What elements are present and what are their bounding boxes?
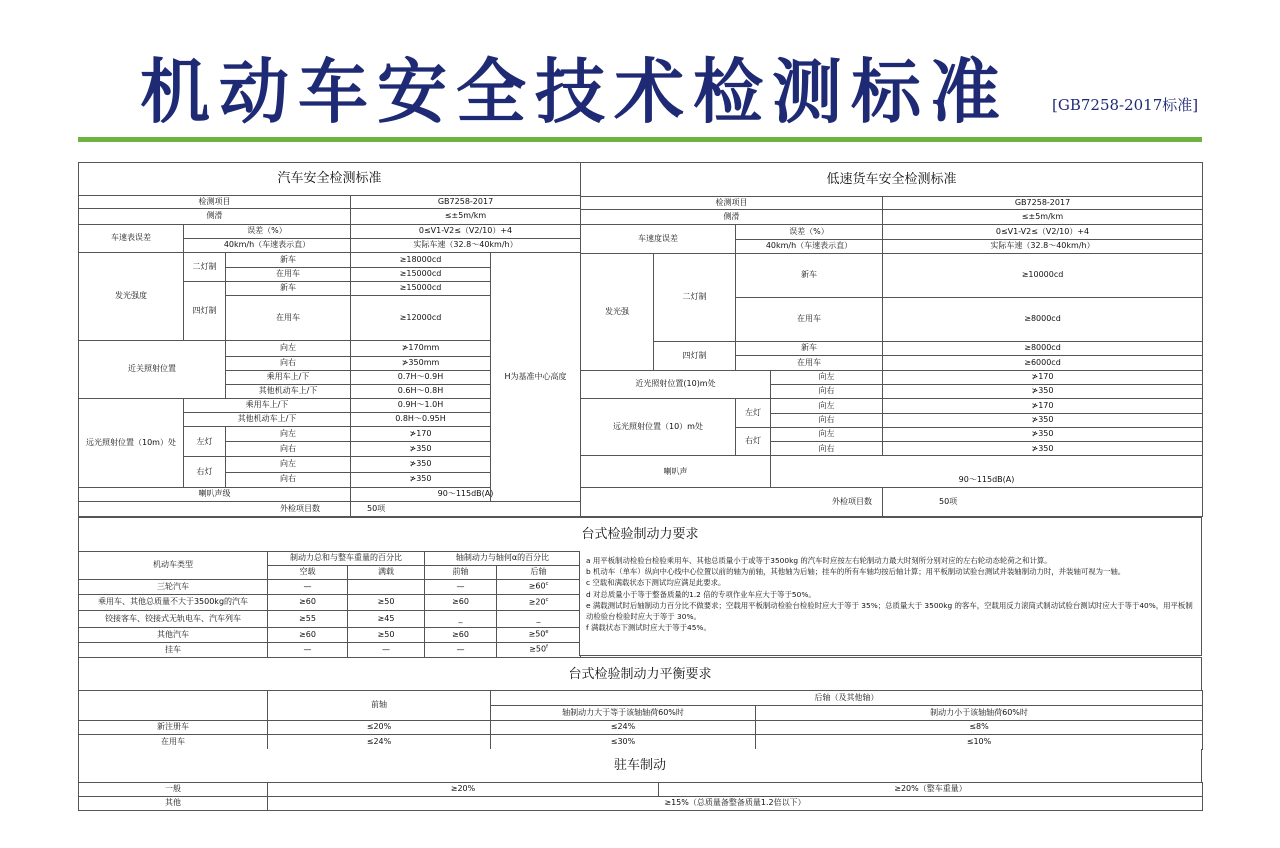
brake-cell: ≥60 [425,628,497,643]
brake-section [78,517,1202,552]
car-low-passenger-label: 乘用车上/下 [226,370,351,384]
ls-high-label: 远光照射位置（10）m处 [581,399,736,456]
car-speed-shown: 40km/h（车速表示直） [184,238,351,252]
ls-horn-value: 90～115dB(A) [771,456,1203,488]
brake-cell: ≥60 [425,595,497,611]
brake-cell: ≥55 [268,611,348,628]
car-two-lamp: 二灯制 [184,252,226,281]
car-hr-left: ≯350 [351,457,491,472]
balance-cell: ≤8% [756,721,1203,735]
car-two-used-label: 在用车 [226,267,351,281]
balance-title: 台式检验制动力平衡要求 [568,667,712,682]
parking-cell: ≥15%（总质量备整备质量1.2倍以下） [268,797,1203,811]
brake-title: 台式检验制动力要求 [581,527,699,542]
car-high-other-label: 其他机动车上/下 [184,413,351,427]
brake-value: ≥20 [528,597,546,607]
standard-code: [GB7258-2017标准] [1052,96,1199,114]
parking-title: 驻车制动 [613,758,666,773]
ls-error-value: 0≤V1-V2≤（V2/10）+4 [883,225,1203,239]
brake-cell: ≥45 [348,611,425,628]
brake-col-total: 制动力总和与整车重量的百分比 [268,552,425,566]
car-four-new-label: 新车 [226,281,351,295]
ls-hl-left-dir: 向左 [771,399,883,413]
lowspeed-standard-table [580,162,1203,517]
car-high-passenger: 0.9H～1.0H [351,398,491,412]
table-row: 一般 [79,783,268,797]
balance-col-front: 前轴 [268,691,491,721]
ls-four-lamp: 四灯制 [654,341,736,370]
brake-cell [348,580,425,595]
brake-cell [497,643,581,658]
car-low-right-dir: 向右 [226,356,351,370]
brake-cell: ≥50 [348,595,425,611]
balance-cell: ≤24% [268,735,491,750]
car-hr-right: ≯350 [351,472,491,487]
car-hl-right: ≯350 [351,442,491,457]
brake-cell: _ [425,611,497,628]
brake-cell [497,595,581,611]
brake-col-type: 机动车类型 [79,552,268,580]
note-e: e 满载测试时后轴制动力百分比不做要求；空载用平板制动检验台检验时应大于等于 35%；总质量大于 3500kg 的客车，空载用反力滚筒式制动试验台测试时应大于等于40%，用平板制动检验台检验时应大于等于 30%。 [586,600,1193,622]
car-sideslip-label: 侧滑 [79,209,351,224]
ls-hr-right: ≯350 [883,442,1203,456]
ls-two-used-label: 在用车 [736,298,883,342]
table-row: 其他汽车 [79,628,268,643]
brake-value: ≥60 [528,582,546,592]
note-f: f 满载状态下测试时应大于等于45%。 [586,623,711,633]
car-hr-left-dir: 向左 [226,457,351,472]
car-hl-left-dir: 向左 [226,427,351,442]
brake-cell: — [425,643,497,658]
car-high-passenger-label: 乘用车上/下 [184,398,351,412]
ls-hr-left-dir: 向左 [771,427,883,441]
brake-cell [497,628,581,643]
brake-table [78,551,581,658]
ls-count-label: 外检项目数 [581,488,883,517]
ls-two-used-value: ≥8000cd [883,298,1203,342]
ls-sideslip-label: 侧滑 [581,210,883,225]
parking-table [78,782,1203,811]
brake-notes [579,551,1202,656]
ls-four-new-value: ≥8000cd [883,341,1203,355]
ls-hl-right-dir: 向右 [771,413,883,427]
balance-cell: ≤24% [491,721,756,735]
ls-four-used-value: ≥6000cd [883,356,1203,370]
car-low-left: ≯170mm [351,341,491,356]
parking-section [78,749,1202,782]
car-low-label: 近关照射位置 [79,341,226,398]
brake-cell [497,580,581,595]
ls-low-left-dir: 向左 [771,370,883,384]
table-row: 其他 [79,797,268,811]
table-row: 乘用车、其他总质量不大于3500kg的汽车 [79,595,268,611]
car-left-lamp: 左灯 [184,427,226,457]
page-title: 机动车安全技术检测标准 [140,51,1009,133]
car-low-left-dir: 向左 [226,341,351,356]
top-section [78,162,1202,517]
table-row: 新注册车 [79,721,268,735]
ls-two-lamp: 二灯制 [654,254,736,342]
ls-low-left: ≯170 [883,370,1203,384]
brake-cell: ≥60 [268,628,348,643]
car-two-used-value: ≥15000cd [351,267,491,281]
ls-speed-shown: 40km/h（车速表示直） [736,239,883,253]
note-d: d 对总质量小于等于整备质量的1.2 倍的专项作业车应大于等于50%。 [586,589,816,599]
car-horn-value: 90～115dB(A) [351,487,581,501]
car-four-used-value: ≥12000cd [351,296,491,341]
accent-divider [78,137,1202,142]
table-row: 在用车 [79,735,268,750]
ls-lum-label: 发光强 [581,254,654,371]
ls-hl-right: ≯350 [883,413,1203,427]
table-row: 挂车 [79,643,268,658]
ls-four-new-label: 新车 [736,341,883,355]
car-hr-right-dir: 向右 [226,472,351,487]
table-row: 三轮汽车 [79,580,268,595]
car-speed-actual: 实际车速（32.8～40km/h） [351,238,581,252]
balance-blank [79,691,268,721]
ls-low-right-dir: 向右 [771,384,883,398]
brake-col-axle: 轴制动力与轴何α的百分比 [425,552,581,566]
car-h-note: H为基准中心高度 [491,252,581,501]
ls-hl-left: ≯170 [883,399,1203,413]
ls-low-right: ≯350 [883,384,1203,398]
car-hl-left: ≯170 [351,427,491,442]
brake-col-empty: 空载 [268,566,348,580]
ls-col-item: 检测项目 [581,196,883,209]
ls-two-new-label: 新车 [736,254,883,298]
brake-cell: ≥50 [348,628,425,643]
note-b: b 机动车（单车）纵向中心线中心位置以前的轴为前轴，其他轴为后轴；挂车的所有车轴均按后轴计算；用平板制动试验台测试并装轴制动力时，并装轴可视为一轴。 [586,567,1126,577]
car-count-value: 50项 [351,501,581,516]
brake-value: _ [536,614,541,624]
standards-board [78,162,1202,812]
ls-left-lamp: 左灯 [736,399,771,428]
car-right-lamp: 右灯 [184,457,226,487]
car-low-other: 0.6H～0.8H [351,384,491,398]
ls-hr-right-dir: 向右 [771,442,883,456]
car-table-title: 汽车安全检测标准 [79,163,581,196]
brake-col-rear: 后轴 [497,566,581,580]
car-low-other-label: 其他机动车上/下 [226,384,351,398]
ls-col-std: GB7258-2017 [883,196,1203,209]
ls-error-label: 误差（%） [736,225,883,239]
car-col-std: GB7258-2017 [351,196,581,209]
car-sideslip-value: ≤±5m/km [351,209,581,224]
ls-four-used-label: 在用车 [736,356,883,370]
car-count-label: 外检项目数 [79,501,351,516]
balance-col-rear-b: 制动力小于该轴轴荷60%时 [756,706,1203,721]
brake-value: ≥50 [529,645,547,655]
ls-speed-actual: 实际车速（32.8～40km/h） [883,239,1203,253]
header [0,0,1280,150]
balance-cell: ≤20% [268,721,491,735]
balance-cell: ≤30% [491,735,756,750]
car-high-label: 远光照射位置（10m）处 [79,398,184,487]
footnote-mark: e [545,629,549,636]
car-standard-table [78,162,581,517]
car-lum-label: 发光强度 [79,252,184,341]
car-four-new-value: ≥15000cd [351,281,491,295]
car-low-right: ≯350mm [351,356,491,370]
ls-two-new-value: ≥10000cd [883,254,1203,298]
balance-section [78,657,1202,691]
car-horn-label: 喇叭声级 [79,487,351,501]
brake-value: ≥50 [528,630,546,640]
balance-col-rear-a: 轴制动力大于等于该轴轴荷60%时 [491,706,756,721]
car-four-used-label: 在用车 [226,296,351,341]
brake-cell: — [268,643,348,658]
car-four-lamp: 四灯制 [184,281,226,340]
car-error-value: 0≤V1-V2≤（V2/10）+4 [351,224,581,238]
parking-cell: ≥20% [268,783,659,797]
car-error-label: 误差（%） [184,224,351,238]
balance-table [78,690,1203,750]
balance-cell: ≤10% [756,735,1203,750]
car-two-new-label: 新车 [226,252,351,267]
brake-col-full: 满载 [348,566,425,580]
ls-count-value: 50项 [883,488,1203,517]
car-hl-right-dir: 向右 [226,442,351,457]
car-col-item: 检测项目 [79,196,351,209]
car-two-new-value: ≥18000cd [351,252,491,267]
brake-cell: — [268,580,348,595]
brake-cell: — [425,580,497,595]
car-speed-label: 车速表误差 [79,224,184,252]
footnote-mark: f [546,644,548,651]
car-high-other: 0.8H～0.95H [351,413,491,427]
balance-col-rear: 后轴（及其他轴） [491,691,1203,706]
note-a: a 用平板制动检验台检验乘用车、其他总质量小于或等于3500kg 的汽车时应按左右轮制动力最大时刻所分别对应的左右轮动态轮荷之和计算。 [586,556,1052,565]
ls-hr-left: ≯350 [883,427,1203,441]
ls-right-lamp: 右灯 [736,427,771,456]
brake-cell: ≥60 [268,595,348,611]
note-c: c 空载和满载状态下测试均应满足此要求。 [586,578,726,588]
parking-cell: ≥20%（整车重量） [659,783,1203,797]
brake-col-front: 前轴 [425,566,497,580]
footnote-mark: c [545,596,549,603]
car-low-passenger: 0.7H～0.9H [351,370,491,384]
brake-cell [497,611,581,628]
ls-low-label: 近光照射位置(10)m处 [581,370,771,399]
lowspeed-table-title: 低速货车安全检测标准 [581,163,1203,197]
ls-speed-label: 车速度误差 [581,225,736,254]
ls-horn-label: 喇叭声 [581,456,771,488]
brake-cell: — [348,643,425,658]
ls-sideslip-value: ≤±5m/km [883,210,1203,225]
table-row: 铰接客车、铰接式无轨电车、汽车列车 [79,611,268,628]
footnote-mark: c [545,581,549,588]
